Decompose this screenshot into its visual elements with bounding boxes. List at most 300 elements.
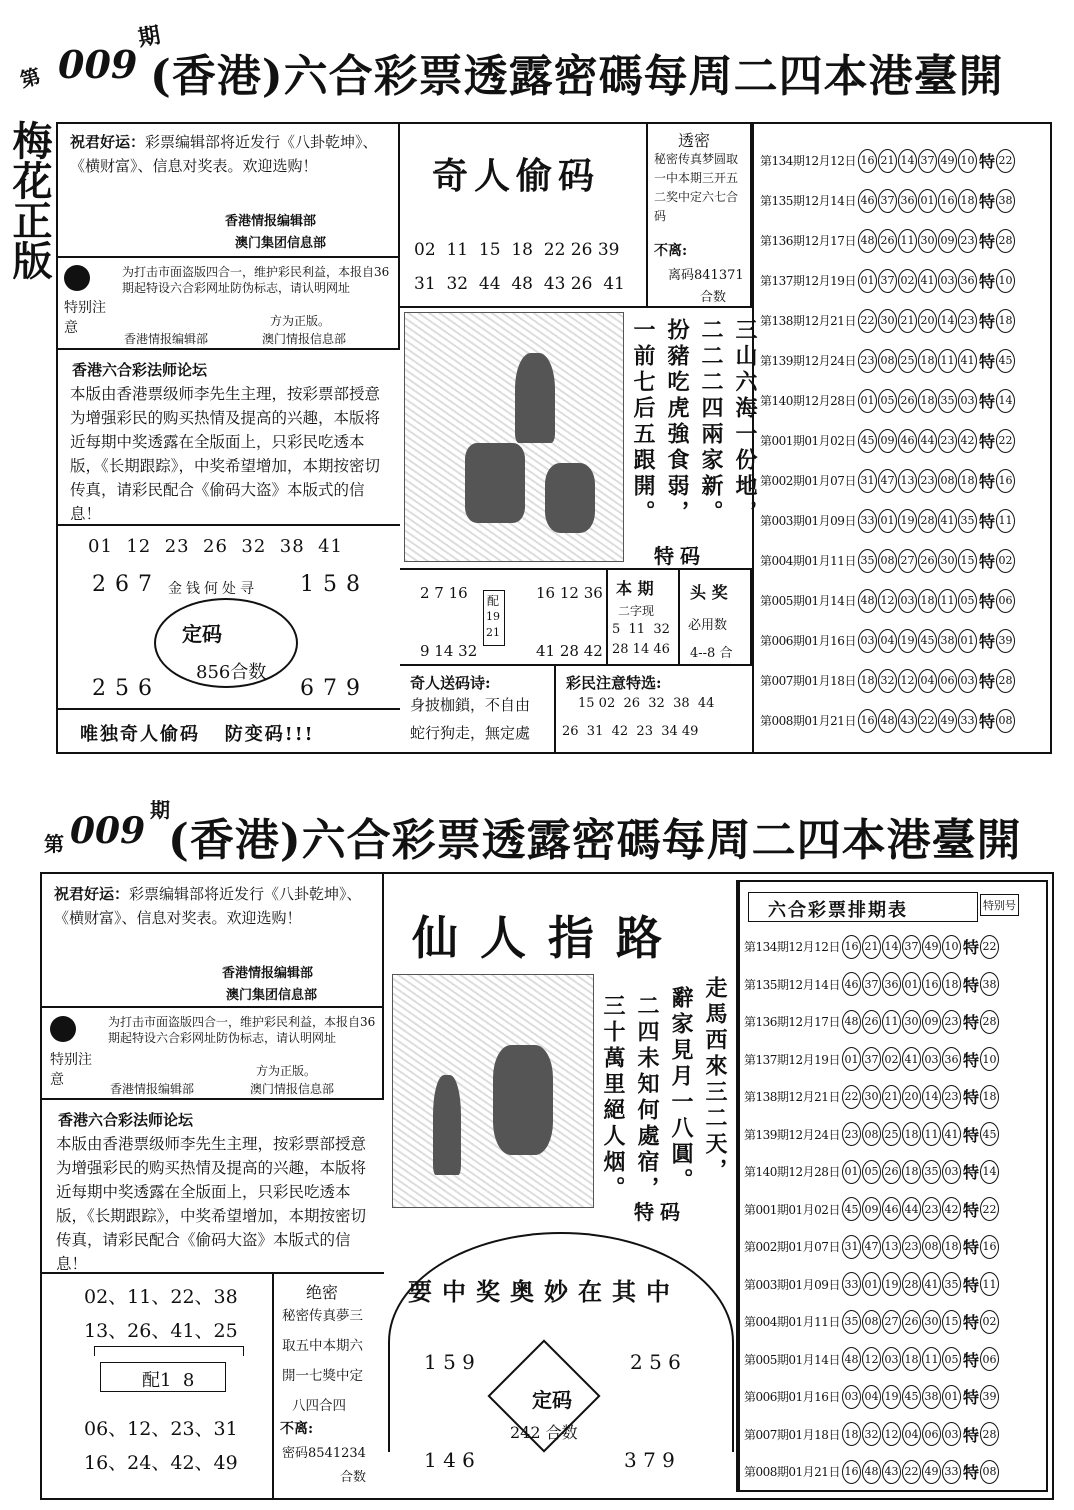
money-tr: 1 5 8 bbox=[300, 572, 361, 597]
nums-a2: 13、26、41、25 bbox=[84, 1320, 238, 1342]
schedule-ball: 30 bbox=[862, 1085, 881, 1109]
schedule-ball: 08 bbox=[938, 469, 957, 493]
schedule-ball: 26 bbox=[902, 1310, 921, 1334]
schedule-row-label: 第135期12月14日 bbox=[744, 977, 840, 992]
schedule-ball: 11 bbox=[882, 1010, 901, 1034]
schedule-ball: 38 bbox=[938, 629, 957, 653]
top-illustration bbox=[404, 312, 624, 562]
schedule-row-label: 第136期12月17日 bbox=[744, 1015, 840, 1029]
schedule-ball: 28 bbox=[918, 509, 937, 533]
bottom-tema: 特码 bbox=[634, 1200, 686, 1224]
schedule-te-ball: 10 bbox=[980, 1047, 999, 1071]
schedule-ball: 08 bbox=[862, 1310, 881, 1334]
schedule-ball: 49 bbox=[938, 149, 957, 173]
schedule-ball: 25 bbox=[882, 1122, 901, 1146]
bomb-icon bbox=[64, 265, 90, 291]
schedule-ball: 14 bbox=[938, 309, 957, 333]
schedule-ball: 19 bbox=[882, 1385, 901, 1409]
schedule-ball: 18 bbox=[918, 389, 937, 413]
schedule-row bbox=[744, 1303, 1046, 1340]
schedule-ball: 12 bbox=[898, 669, 917, 693]
schedule-te-ball: 18 bbox=[980, 1085, 999, 1109]
schedule-ball: 16 bbox=[858, 709, 877, 733]
schedule-row bbox=[760, 502, 1052, 539]
schedule-ball: 04 bbox=[902, 1422, 921, 1446]
schedule-ball: 48 bbox=[842, 1010, 861, 1034]
schedule-te-ball: 22 bbox=[996, 429, 1015, 453]
schedule-row-label: 第004期01月11日 bbox=[760, 554, 856, 568]
schedule-ball: 32 bbox=[878, 669, 897, 693]
schedule-te-label: 特 bbox=[962, 1125, 979, 1145]
schedule-te-label: 特 bbox=[978, 192, 995, 211]
schedule-te-ball: 39 bbox=[996, 629, 1015, 653]
schedule-te-label: 特 bbox=[978, 672, 995, 691]
forum-head: 香港六合彩法师论坛 bbox=[72, 361, 208, 379]
schedule-te-label: 特 bbox=[978, 512, 995, 531]
schedule-ball: 03 bbox=[882, 1347, 901, 1371]
schedule-te-label: 特 bbox=[978, 432, 995, 451]
schedule-ball: 33 bbox=[842, 1272, 861, 1296]
bottom-tr: 2 5 6 bbox=[630, 1350, 681, 1374]
schedule-ball: 11 bbox=[898, 229, 917, 253]
schedule-ball: 12 bbox=[882, 1422, 901, 1446]
schedule-ball: 41 bbox=[958, 349, 977, 373]
schedule-te-ball: 06 bbox=[996, 589, 1015, 613]
schedule-ball: 18 bbox=[958, 189, 977, 213]
schedule-te-ball: 08 bbox=[980, 1460, 999, 1484]
schedule-ball: 33 bbox=[958, 709, 977, 733]
schedule-ball: 20 bbox=[902, 1085, 921, 1109]
caimin-l2: 26 31 42 23 34 49 bbox=[562, 724, 699, 739]
bottom-sum: 242 合数 bbox=[510, 1423, 578, 1442]
schedule-te-label: 特 bbox=[962, 1350, 979, 1370]
schedule-ball: 09 bbox=[938, 229, 957, 253]
schedule-ball: 41 bbox=[922, 1272, 941, 1296]
schedule-ball: 46 bbox=[882, 1197, 901, 1221]
schedule-ball: 48 bbox=[878, 709, 897, 733]
schedule-ball: 16 bbox=[922, 972, 941, 996]
schedule-row-label: 第008期01月21日 bbox=[744, 1465, 840, 1479]
schedule-row bbox=[760, 302, 1052, 339]
schedule-te-label: 特 bbox=[978, 392, 995, 411]
schedule-te-label: 特 bbox=[978, 272, 995, 291]
schedule-ball: 08 bbox=[878, 549, 897, 573]
schedule-row bbox=[744, 928, 1046, 965]
caimin-l1: 15 02 26 32 38 44 bbox=[578, 696, 715, 711]
schedule-ball: 19 bbox=[898, 629, 917, 653]
schedule-row bbox=[744, 1041, 1046, 1078]
forum-text: 本版由香港票级师李先生主理，按彩票部授意为增强彩民的购买热情及提高的兴趣，本版将近每期中奖透露在全版面上，只彩民吃透本版，《长期跟踪》，中奖希望增加，本期按密切传真，请彩民配合《偷码大盗》本版式的信息！ bbox=[70, 385, 381, 523]
schedule-te-ball: 02 bbox=[980, 1310, 999, 1334]
pei-mid2: 19 bbox=[486, 610, 500, 623]
schedule-ball: 05 bbox=[862, 1160, 881, 1184]
schedule-row-label: 第006期01月16日 bbox=[744, 1390, 840, 1404]
schedule-row bbox=[760, 182, 1052, 219]
schedule-ball: 01 bbox=[842, 1160, 861, 1184]
bottom-poem-1: 走馬西來三二天， bbox=[702, 976, 728, 1184]
schedule-row-label: 第138期12月21日 bbox=[744, 1090, 840, 1104]
schedule-te-label: 特 bbox=[978, 552, 995, 571]
schedule-ball: 23 bbox=[958, 309, 977, 333]
schedule-ball: 42 bbox=[942, 1197, 961, 1221]
bottom-notice-text: 为打击市面盗版四合一，维护彩民利益，本报自36期起特设六合彩网址防伪标志，请认明网址 bbox=[108, 1015, 376, 1045]
schedule-te-label: 特 bbox=[962, 1088, 979, 1107]
schedule-ball: 01 bbox=[858, 389, 877, 413]
benqi-l1: 5 11 32 bbox=[612, 622, 670, 637]
schedule-ball: 42 bbox=[958, 429, 977, 453]
schedule-row-label: 第139期12月24日 bbox=[760, 354, 856, 368]
schedule-te-ball: 02 bbox=[996, 549, 1015, 573]
schedule-te-label: 特 bbox=[978, 312, 995, 331]
schedule-ball: 46 bbox=[842, 972, 861, 996]
nums-b2: 16、24、42、49 bbox=[84, 1452, 238, 1474]
notice-label: 特别注意 bbox=[64, 300, 106, 336]
schedule-tag: 特别号 bbox=[980, 894, 1019, 916]
schedule-ball: 23 bbox=[918, 469, 937, 493]
schedule-row bbox=[744, 1078, 1046, 1115]
qiren-line1: 02 11 15 18 22 26 39 bbox=[414, 240, 620, 260]
bottom-greeting bbox=[54, 882, 374, 930]
schedule-row-label: 第005期01月14日 bbox=[744, 1352, 840, 1367]
schedule-row-label: 第140期12月28日 bbox=[760, 394, 856, 408]
schedule-ball: 45 bbox=[842, 1197, 861, 1221]
schedule-row bbox=[744, 1378, 1046, 1415]
schedule-ball: 21 bbox=[862, 935, 881, 959]
schedule-ball: 10 bbox=[958, 149, 977, 173]
schedule-ball: 47 bbox=[878, 469, 897, 493]
schedule-ball: 05 bbox=[958, 589, 977, 613]
schedule-ball: 18 bbox=[902, 1122, 921, 1146]
schedule-te-label: 特 bbox=[978, 472, 995, 491]
schedule-te-ball: 39 bbox=[980, 1385, 999, 1409]
schedule-row bbox=[744, 1003, 1046, 1040]
schedule-ball: 49 bbox=[922, 1460, 941, 1484]
schedule-ball: 43 bbox=[898, 709, 917, 733]
nums-a1: 02、11、22、38 bbox=[84, 1286, 238, 1308]
schedule-ball: 26 bbox=[882, 1160, 901, 1184]
schedule-ball: 35 bbox=[942, 1272, 961, 1296]
greeting-text: 彩票编辑部将近发行《八卦乾坤》、《横财富》、信息对奖表。欢迎选购！ bbox=[70, 133, 378, 175]
caimin-head: 彩民注意特选: bbox=[566, 674, 662, 692]
schedule-ball: 22 bbox=[842, 1085, 861, 1109]
schedule-ball: 23 bbox=[938, 429, 957, 453]
schedule-row-label: 第136期12月17日 bbox=[760, 234, 856, 248]
schedule-ball: 08 bbox=[862, 1122, 881, 1146]
schedule-ball: 33 bbox=[942, 1460, 961, 1484]
schedule-row bbox=[760, 422, 1052, 459]
schedule-ball: 31 bbox=[842, 1235, 861, 1259]
bottom-br: 3 7 9 bbox=[624, 1448, 675, 1472]
bottom-issue-suffix: 期 bbox=[150, 798, 170, 822]
schedule-ball: 22 bbox=[858, 309, 877, 333]
schedule-row-label: 第008期01月21日 bbox=[760, 714, 856, 728]
schedule-ball: 05 bbox=[942, 1347, 961, 1371]
bottom-center: 定码 bbox=[532, 1388, 572, 1412]
schedule-title: 六合彩票排期表 bbox=[768, 900, 908, 921]
top-slogan: 唯独奇人偷码 防变码!!! bbox=[80, 724, 315, 745]
bottom-bl: 1 4 6 bbox=[424, 1448, 475, 1472]
top-tema: 特码 bbox=[654, 544, 706, 568]
schedule-ball: 35 bbox=[958, 509, 977, 533]
schedule-row-label: 第137期12月19日 bbox=[744, 1052, 840, 1067]
top-slogan-rule bbox=[56, 708, 400, 710]
schedule-row-label: 第001期01月02日 bbox=[744, 1202, 840, 1217]
schedule-ball: 12 bbox=[878, 589, 897, 613]
schedule-ball: 21 bbox=[878, 149, 897, 173]
juemi-buli: 不离: bbox=[280, 1421, 314, 1437]
money-center: 定码 bbox=[182, 622, 222, 646]
schedule-row-label: 第007期01月18日 bbox=[760, 674, 856, 688]
bottom-bomb-icon bbox=[50, 1016, 76, 1042]
toumi-buli: 不离: bbox=[654, 243, 688, 259]
toujiang-sub: 必用数 bbox=[688, 618, 728, 633]
top-issue-suffix: 期 bbox=[136, 22, 163, 52]
schedule-ball: 01 bbox=[842, 1047, 861, 1071]
schedule-te-ball: 28 bbox=[996, 229, 1015, 253]
schedule-ball: 22 bbox=[902, 1460, 921, 1484]
schedule-ball: 36 bbox=[898, 189, 917, 213]
juemi-l2: 取五中本期六 bbox=[282, 1338, 363, 1354]
bottom-title: (香港)六合彩票透露密碼每周二四本港臺開 bbox=[168, 815, 1022, 866]
schedule-ball: 03 bbox=[942, 1160, 961, 1184]
qiren-line2: 31 32 44 48 43 26 41 bbox=[414, 274, 625, 294]
schedule-ball: 18 bbox=[858, 669, 877, 693]
bottom-greeting-head: 祝君好运： bbox=[54, 885, 130, 903]
schedule-ball: 25 bbox=[898, 349, 917, 373]
schedule-te-label: 特 bbox=[962, 938, 979, 957]
notice-org1: 香港情报编辑部 bbox=[124, 332, 209, 346]
schedule-row-label: 第001期01月02日 bbox=[760, 434, 856, 448]
schedule-ball: 18 bbox=[942, 972, 961, 996]
schedule-te-ball: 28 bbox=[980, 1422, 999, 1446]
schedule-ball: 19 bbox=[898, 509, 917, 533]
schedule-ball: 03 bbox=[858, 629, 877, 653]
schedule-ball: 20 bbox=[918, 309, 937, 333]
schedule-te-ball: 22 bbox=[980, 1197, 999, 1221]
schedule-ball: 37 bbox=[862, 1047, 881, 1071]
schedule-ball: 44 bbox=[902, 1197, 921, 1221]
schedule-ball: 14 bbox=[898, 149, 917, 173]
schedule-ball: 48 bbox=[858, 229, 877, 253]
schedule-ball: 03 bbox=[938, 269, 957, 293]
schedule-ball: 26 bbox=[918, 549, 937, 573]
schedule-row-label: 第003期01月09日 bbox=[744, 1277, 840, 1292]
schedule-row bbox=[744, 966, 1046, 1003]
top-forum-rule bbox=[56, 524, 400, 526]
schedule-row bbox=[744, 1341, 1046, 1378]
schedule-ball: 36 bbox=[958, 269, 977, 293]
schedule-ball: 16 bbox=[858, 149, 877, 173]
schedule-row bbox=[744, 1191, 1046, 1228]
xianren-title: 仙人指路 bbox=[412, 911, 684, 965]
schedule-ball: 30 bbox=[918, 229, 937, 253]
schedule-ball: 23 bbox=[922, 1197, 941, 1221]
schedule-ball: 48 bbox=[842, 1347, 861, 1371]
bottom-greeting-text: 彩票编辑部将近发行《八卦乾坤》、《横财富》、信息对奖表。欢迎选购！ bbox=[54, 885, 362, 927]
schedule-ball: 48 bbox=[862, 1460, 881, 1484]
schedule-te-ball: 45 bbox=[996, 349, 1015, 373]
schedule-ball: 01 bbox=[918, 189, 937, 213]
schedule-te-ball: 16 bbox=[980, 1235, 999, 1259]
pei-mid1: 配 bbox=[487, 594, 500, 608]
schedule-ball: 27 bbox=[882, 1310, 901, 1334]
pei-mid3: 21 bbox=[486, 626, 500, 639]
schedule-row bbox=[744, 1228, 1046, 1265]
bottom-notice-org1: 香港情报编辑部 bbox=[110, 1082, 195, 1096]
juemi-head: 绝密 bbox=[306, 1283, 339, 1302]
schedule-ball: 30 bbox=[922, 1310, 941, 1334]
schedule-row-label: 第138期12月21日 bbox=[760, 314, 856, 328]
schedule-row-label: 第007期01月18日 bbox=[744, 1427, 840, 1442]
money-sum: 856合数 bbox=[196, 662, 267, 683]
schedule-ball: 41 bbox=[902, 1047, 921, 1071]
schedule-ball: 19 bbox=[882, 1272, 901, 1296]
schedule-ball: 27 bbox=[898, 549, 917, 573]
schedule-ball: 37 bbox=[902, 935, 921, 959]
notice-fang: 方为正版。 bbox=[270, 314, 331, 328]
schedule-ball: 16 bbox=[938, 189, 957, 213]
schedule-te-ball: 06 bbox=[980, 1347, 999, 1371]
pei-r1: 16 12 36 bbox=[536, 584, 603, 602]
schedule-ball: 11 bbox=[938, 349, 957, 373]
bottom-pei: 配1 8 bbox=[142, 1370, 195, 1391]
schedule-row bbox=[760, 262, 1052, 299]
bottom-forum-text: 本版由香港票级师李先生主理，按彩票部授意为增强彩民的购买热情及提高的兴趣，本版将近每期中奖透露在全版面上，只彩民吃透本版，《长期跟踪》，中奖希望增加，本期按密切传真，请彩民配合《偷码大盗》本版式的信息！ bbox=[56, 1135, 367, 1273]
bottom-notice-org2: 澳门情报信息部 bbox=[250, 1082, 335, 1096]
schedule-row-label: 第002期01月07日 bbox=[744, 1240, 840, 1254]
schedule-ball: 49 bbox=[922, 935, 941, 959]
schedule-ball: 18 bbox=[918, 589, 937, 613]
schedule-row bbox=[744, 1416, 1046, 1453]
songma-l2: 蛇行狗走，無定處 bbox=[410, 724, 531, 742]
schedule-ball: 01 bbox=[958, 629, 977, 653]
schedule-ball: 41 bbox=[938, 509, 957, 533]
schedule-te-ball: 28 bbox=[980, 1010, 999, 1034]
bottom-notice-label: 特别注意 bbox=[50, 1052, 92, 1088]
bottom-schedule bbox=[744, 928, 1046, 1488]
pei-l2: 9 14 32 bbox=[420, 642, 478, 660]
schedule-te-ball: 11 bbox=[980, 1272, 999, 1296]
schedule-te-ball: 22 bbox=[980, 935, 999, 959]
top-poem-4: 一前七后五跟開。 bbox=[630, 318, 656, 526]
schedule-ball: 16 bbox=[842, 1460, 861, 1484]
toumi-head: 透密 bbox=[678, 131, 711, 150]
schedule-te-label: 特 bbox=[962, 1313, 979, 1332]
schedule-ball: 35 bbox=[858, 549, 877, 573]
schedule-ball: 04 bbox=[862, 1385, 881, 1409]
schedule-ball: 12 bbox=[862, 1347, 881, 1371]
nums-b1: 06、12、23、31 bbox=[84, 1418, 238, 1440]
schedule-ball: 15 bbox=[942, 1310, 961, 1334]
schedule-ball: 23 bbox=[902, 1235, 921, 1259]
schedule-row-label: 第134期12月12日 bbox=[744, 940, 840, 954]
pei-r2: 41 28 42 bbox=[536, 642, 603, 660]
notice-text: 为打击市面盗版四合一，维护彩民利益，本报自36期起特设六合彩网址防伪标志，请认明网址 bbox=[122, 265, 390, 295]
schedule-ball: 26 bbox=[898, 389, 917, 413]
schedule-row bbox=[760, 462, 1052, 499]
schedule-te-ball: 38 bbox=[996, 189, 1015, 213]
schedule-ball: 04 bbox=[918, 669, 937, 693]
schedule-row-label: 第134期12月12日 bbox=[760, 154, 856, 168]
schedule-te-label: 特 bbox=[978, 632, 995, 651]
bottom-notice-fang: 方为正版。 bbox=[256, 1064, 317, 1078]
schedule-ball: 01 bbox=[942, 1385, 961, 1409]
top-numbers-line: 01 12 23 26 32 38 41 bbox=[88, 536, 343, 557]
schedule-ball: 14 bbox=[922, 1085, 941, 1109]
money-arc: 金钱何处寻 bbox=[168, 581, 258, 597]
schedule-ball: 23 bbox=[942, 1085, 961, 1109]
schedule-te-label: 特 bbox=[962, 975, 979, 995]
top-poem-1: 三山六海一份地， bbox=[732, 318, 758, 526]
bottom-illustration bbox=[392, 974, 594, 1208]
top-schedule-divider bbox=[752, 122, 754, 754]
toumi-code: 离码841371 bbox=[668, 268, 744, 283]
schedule-ball: 05 bbox=[878, 389, 897, 413]
schedule-ball: 03 bbox=[898, 589, 917, 613]
schedule-row-label: 第139期12月24日 bbox=[744, 1127, 840, 1142]
schedule-ball: 11 bbox=[938, 589, 957, 613]
schedule-ball: 30 bbox=[938, 549, 957, 573]
schedule-row bbox=[760, 342, 1052, 379]
juemi-heshu: 合数 bbox=[340, 1470, 367, 1485]
schedule-ball: 06 bbox=[922, 1422, 941, 1446]
schedule-ball: 37 bbox=[862, 972, 881, 996]
schedule-ball: 36 bbox=[882, 972, 901, 996]
schedule-ball: 41 bbox=[918, 269, 937, 293]
schedule-ball: 41 bbox=[942, 1122, 961, 1146]
schedule-row bbox=[760, 542, 1052, 579]
bottom-poem-3: 二四未知何處宿， bbox=[634, 994, 660, 1202]
schedule-ball: 23 bbox=[858, 349, 877, 373]
schedule-ball: 02 bbox=[882, 1047, 901, 1071]
schedule-te-label: 特 bbox=[962, 1275, 979, 1295]
greeting-org2: 澳门集团信息部 bbox=[235, 236, 327, 251]
schedule-ball: 21 bbox=[882, 1085, 901, 1109]
money-tl: 2 6 7 bbox=[92, 572, 153, 597]
schedule-row bbox=[744, 1116, 1046, 1153]
juemi-l3: 開一七獎中定 bbox=[282, 1368, 363, 1384]
bottom-greeting-org1: 香港情报编辑部 bbox=[222, 966, 314, 981]
juemi-l4: 八四合四 bbox=[292, 1398, 346, 1414]
schedule-ball: 47 bbox=[862, 1235, 881, 1259]
schedule-row-label: 第003期01月09日 bbox=[760, 514, 856, 528]
schedule-row bbox=[760, 702, 1052, 739]
schedule-ball: 13 bbox=[898, 469, 917, 493]
schedule-ball: 10 bbox=[942, 935, 961, 959]
schedule-row bbox=[760, 622, 1052, 659]
schedule-row bbox=[760, 662, 1052, 699]
schedule-ball: 26 bbox=[862, 1010, 881, 1034]
schedule-row-label: 第135期12月14日 bbox=[760, 194, 856, 208]
schedule-ball: 30 bbox=[902, 1010, 921, 1034]
schedule-row-label: 第005期01月14日 bbox=[760, 594, 856, 608]
schedule-row-label: 第006期01月16日 bbox=[760, 634, 856, 648]
schedule-ball: 03 bbox=[942, 1422, 961, 1446]
schedule-ball: 45 bbox=[918, 629, 937, 653]
pei-brace bbox=[94, 1346, 244, 1356]
schedule-ball: 11 bbox=[922, 1122, 941, 1146]
schedule-ball: 46 bbox=[858, 189, 877, 213]
schedule-ball: 08 bbox=[922, 1235, 941, 1259]
schedule-ball: 18 bbox=[958, 469, 977, 493]
greeting-org1: 香港情报编辑部 bbox=[225, 214, 317, 229]
bottom-poem-4: 三十萬里絕人烟。 bbox=[600, 994, 626, 1202]
money-br: 6 7 9 bbox=[300, 676, 361, 701]
bottom-greeting-org2: 澳门集团信息部 bbox=[226, 988, 318, 1003]
top-schedule bbox=[760, 142, 1052, 742]
schedule-ball: 35 bbox=[938, 389, 957, 413]
notice-org2: 澳门情报信息部 bbox=[262, 332, 347, 346]
